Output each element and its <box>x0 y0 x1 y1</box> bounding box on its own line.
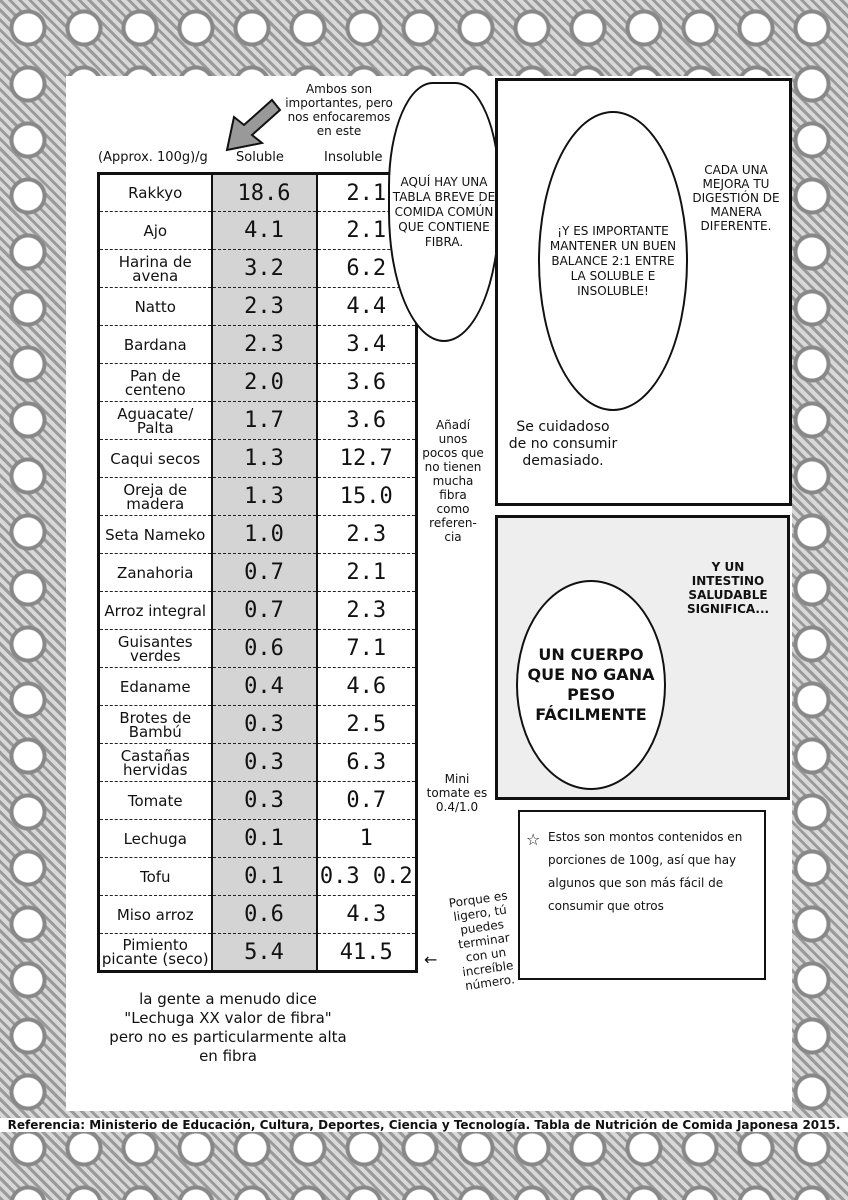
balance-text: ¡Y ES IMPORTANTE MANTENER UN BUEN BALANCE 2:1 ENTRE LA SOLUBLE E INSOLUBLE! <box>549 223 677 298</box>
cell-soluble: 1.3 <box>212 478 317 516</box>
reference-footer: Referencia: Ministerio de Educación, Cultura, Deportes, Ciencia y Tecnología. Tabla de Nutrición de Comida Japonesa 2015. <box>0 1118 848 1132</box>
intro-text: AQUÍ HAY UNA TABLA BREVE DE COMIDA COMÚN QUE CONTIENE FIBRA. <box>392 174 496 249</box>
table-row <box>99 174 417 212</box>
cell-insoluble: 2.1 <box>317 174 417 212</box>
focus-note: Ambos son importantes, pero nos enfocaremos en este <box>285 82 393 138</box>
cell-name: Edaname <box>99 668 212 706</box>
cell-soluble: 1.7 <box>212 402 317 440</box>
cell-insoluble: 2.5 <box>317 706 417 744</box>
cell-name: Tofu <box>99 858 212 896</box>
cell-name: Lechuga <box>99 820 212 858</box>
table-row <box>99 288 417 326</box>
cell-insoluble: 0.7 <box>317 782 417 820</box>
cell-name: Tomate <box>99 782 212 820</box>
cell-name: Zanahoria <box>99 554 212 592</box>
info-text: Estos son montos contenidos en porciones de 100g, así que hay algunos que son más fácil de consumir que otros <box>548 830 743 913</box>
speech-bubble-balance <box>538 111 688 411</box>
body-text: UN CUERPO QUE NO GANA PESO FÁCILMENTE <box>527 645 655 724</box>
cell-name: Miso arroz <box>99 896 212 934</box>
panel-intestine <box>495 515 790 800</box>
panel-balance <box>495 78 792 506</box>
cell-soluble: 2.3 <box>212 326 317 364</box>
cell-name: Oreja de madera <box>99 478 212 516</box>
fiber-table <box>97 172 418 973</box>
cell-insoluble: 6.3 <box>317 744 417 782</box>
cell-insoluble: 7.1 <box>317 630 417 668</box>
table-row <box>99 250 417 288</box>
cell-soluble: 0.6 <box>212 896 317 934</box>
table-row <box>99 326 417 364</box>
cell-name: Natto <box>99 288 212 326</box>
header-soluble: Soluble <box>236 150 284 165</box>
cell-name: Bardana <box>99 326 212 364</box>
speech-bubble-intro <box>388 82 500 342</box>
cell-soluble: 2.3 <box>212 288 317 326</box>
cell-name: Harina de avena <box>99 250 212 288</box>
table-row <box>99 630 417 668</box>
cell-soluble: 0.3 <box>212 782 317 820</box>
table-row <box>99 440 417 478</box>
cell-insoluble: 3.6 <box>317 364 417 402</box>
table-row <box>99 364 417 402</box>
digestion-text: CADA UNA MEJORA TU DIGESTIÓN DE MANERA DIFERENTE. <box>692 163 780 233</box>
light-note: Porque es ligero, tú puedes terminar con un increíble número. <box>447 888 516 993</box>
mini-tomato-note: Mini tomate es 0.4/1.0 <box>426 772 488 814</box>
cell-soluble: 1.0 <box>212 516 317 554</box>
cell-soluble: 3.2 <box>212 250 317 288</box>
cell-soluble: 0.7 <box>212 592 317 630</box>
cell-soluble: 0.1 <box>212 820 317 858</box>
lettuce-note: la gente a menudo dice "Lechuga XX valor de fibra" pero no es particularmente alta en fibra <box>109 990 347 1065</box>
cell-soluble: 2.0 <box>212 364 317 402</box>
table-row <box>99 478 417 516</box>
cell-soluble: 0.3 <box>212 744 317 782</box>
cell-soluble: 0.4 <box>212 668 317 706</box>
table-row <box>99 934 417 972</box>
table-row <box>99 554 417 592</box>
arrow-left-icon: ← <box>424 950 438 969</box>
cell-insoluble: 2.3 <box>317 592 417 630</box>
cell-insoluble: 12.7 <box>317 440 417 478</box>
cell-name: Pimiento picante (seco) <box>99 934 212 972</box>
cell-insoluble: 4.4 <box>317 288 417 326</box>
intestine-text: Y UN INTESTINO SALUDABLE SIGNIFICA... <box>686 560 770 616</box>
added-note: Añadí unos pocos que no tienen mucha fibra como referen- cia <box>422 418 484 544</box>
arrow-down-left-icon <box>222 95 282 155</box>
cell-insoluble: 4.6 <box>317 668 417 706</box>
header-insoluble: Insoluble <box>324 150 383 165</box>
star-icon: ☆ <box>526 830 541 849</box>
cell-name: Castañas hervidas <box>99 744 212 782</box>
speech-bubble-body <box>516 580 666 790</box>
cell-name: Seta Nameko <box>99 516 212 554</box>
cell-name: Caqui secos <box>99 440 212 478</box>
cell-name: Guisantes verdes <box>99 630 212 668</box>
info-box <box>518 810 766 980</box>
table-row <box>99 706 417 744</box>
cell-insoluble: 41.5 <box>317 934 417 972</box>
cell-name: Ajo <box>99 212 212 250</box>
header-unit: (Approx. 100g)/g <box>98 150 208 165</box>
cell-insoluble: 2.3 <box>317 516 417 554</box>
table-row <box>99 896 417 934</box>
cell-name: Rakkyo <box>99 174 212 212</box>
table-row <box>99 212 417 250</box>
cell-name: Brotes de Bambú <box>99 706 212 744</box>
cell-insoluble: 1 <box>317 820 417 858</box>
cell-insoluble: 2.1 <box>317 212 417 250</box>
cell-soluble: 5.4 <box>212 934 317 972</box>
cell-insoluble: 2.1 <box>317 554 417 592</box>
cell-soluble: 18.6 <box>212 174 317 212</box>
cell-soluble: 0.1 <box>212 858 317 896</box>
table-row <box>99 782 417 820</box>
cell-insoluble: 6.2 <box>317 250 417 288</box>
cell-soluble: 4.1 <box>212 212 317 250</box>
cell-soluble: 0.7 <box>212 554 317 592</box>
careful-text: Se cuidadoso de no consumir demasiado. <box>508 419 618 469</box>
table-row <box>99 820 417 858</box>
cell-name: Pan de centeno <box>99 364 212 402</box>
cell-soluble: 1.3 <box>212 440 317 478</box>
table-row <box>99 592 417 630</box>
cell-soluble: 0.6 <box>212 630 317 668</box>
table-row <box>99 668 417 706</box>
table-row <box>99 402 417 440</box>
cell-soluble: 0.3 <box>212 706 317 744</box>
cell-insoluble: 15.0 <box>317 478 417 516</box>
table-row <box>99 516 417 554</box>
cell-name: Arroz integral <box>99 592 212 630</box>
table-row <box>99 858 417 896</box>
cell-insoluble: 0.3 0.2 <box>317 858 417 896</box>
cell-name: Aguacate/ Palta <box>99 402 212 440</box>
cell-insoluble: 3.4 <box>317 326 417 364</box>
cell-insoluble: 4.3 <box>317 896 417 934</box>
table-row <box>99 744 417 782</box>
cell-insoluble: 3.6 <box>317 402 417 440</box>
